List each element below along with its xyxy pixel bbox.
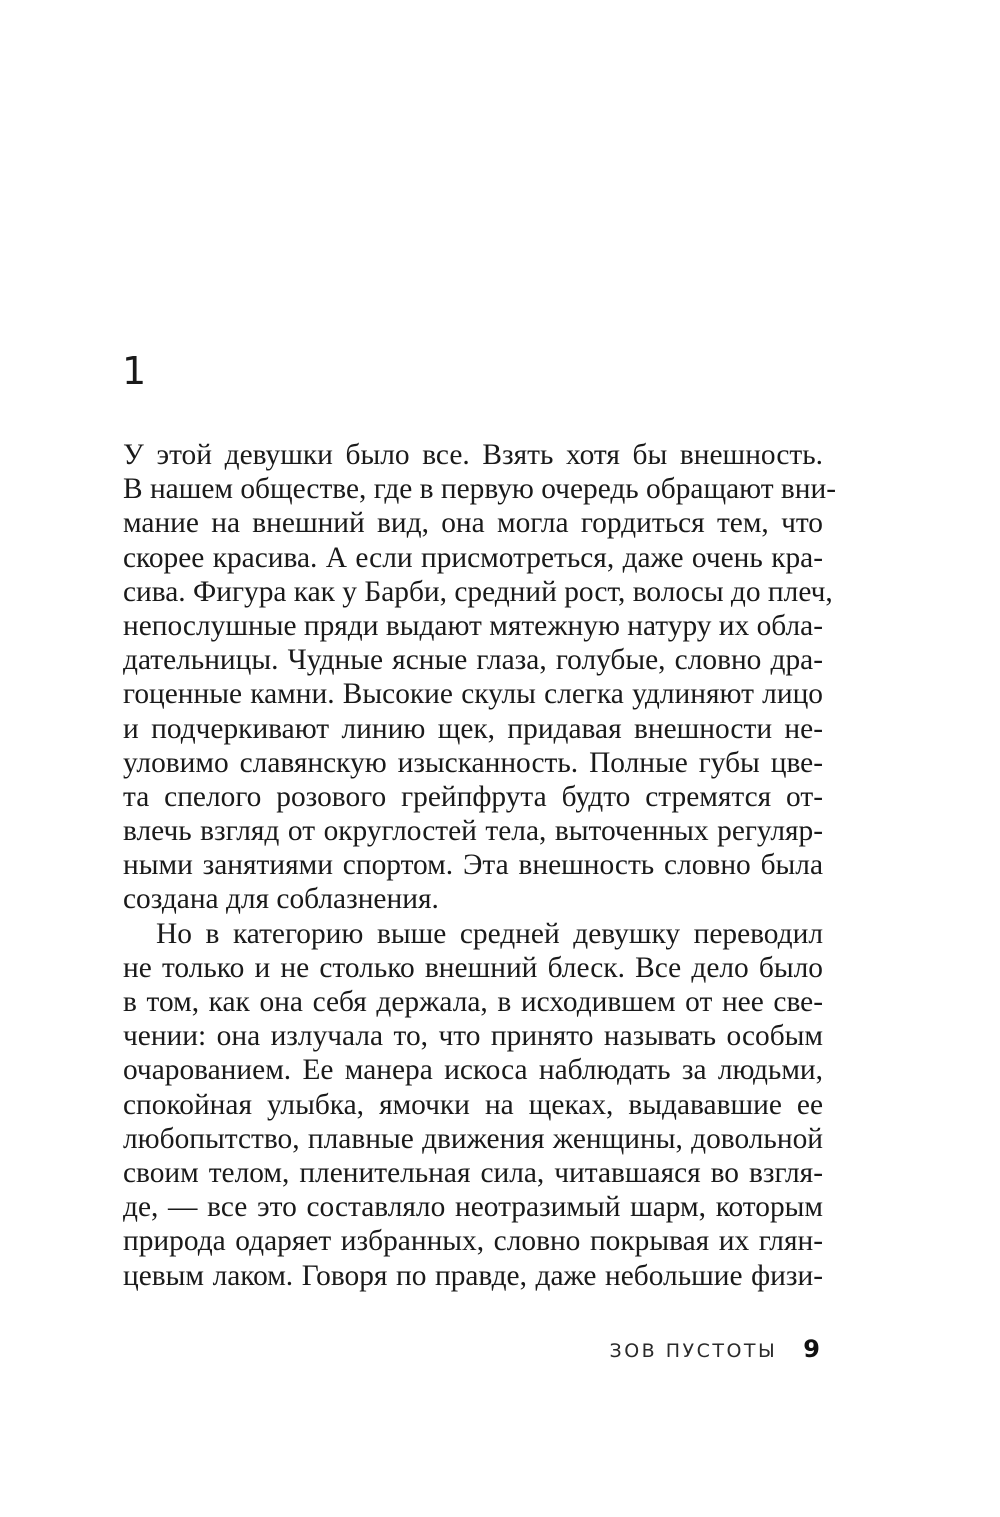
running-title: ЗОВ ПУСТОТЫ <box>609 1340 778 1362</box>
text-line: цевым лаком. Говоря по правде, даже небольшие физи- <box>123 1259 823 1292</box>
body-text <box>123 438 837 1293</box>
text-line: ными занятиями спортом. Эта внешность словно была <box>123 849 823 882</box>
text-line: Но в категорию выше средней девушку переводил <box>156 917 823 950</box>
text-line: де, — все это составляло неотразимый шарм, которым <box>123 1191 823 1224</box>
text-line: та спелого розового грейпфрута будто стремятся от- <box>123 780 823 813</box>
page-number: 9 <box>803 1335 820 1363</box>
text-line: природа одаряет избранных, словно покрывая их глян- <box>123 1225 823 1258</box>
text-line: сива. Фигура как у Барби, средний рост, волосы до плеч, <box>123 575 833 608</box>
page-footer <box>610 1335 820 1363</box>
paragraph <box>123 438 837 917</box>
text-line: дательницы. Чудные ясные глаза, голубые, словно дра- <box>123 644 823 677</box>
text-line: непослушные пряди выдают мятежную натуру их обла- <box>123 609 823 642</box>
text-line: не только и не столько внешний блеск. Все дело было <box>123 951 823 984</box>
text-line: уловимо славянскую изысканность. Полные губы цве- <box>123 746 823 779</box>
text-line: своим телом, пленительная сила, читавшаяся во взгля- <box>123 1156 823 1189</box>
text-line: гоценные камни. Высокие скулы слегка удлиняют лицо <box>123 678 823 711</box>
text-line: очарованием. Ее манера искоса наблюдать за людьми, <box>123 1054 823 1087</box>
text-line: в том, как она себя держала, в исходившем от нее све- <box>123 986 823 1018</box>
text-line: чении: она излучала то, что принято называть особым <box>123 1020 823 1053</box>
text-line: любопытство, плавные движения женщины, довольной <box>123 1122 823 1155</box>
text-line: влечь взгляд от округлостей тела, выточенных регуляр- <box>123 815 823 848</box>
text-line: В нашем обществе, где в первую очередь обращают вни- <box>123 473 837 506</box>
text-line: создана для соблазнения. <box>123 883 439 916</box>
text-line: скорее красива. А если присмотреться, даже очень кра- <box>123 541 823 574</box>
chapter-number: 1 <box>122 349 147 393</box>
text-line: мание на внешний вид, она могла гордиться тем, что <box>123 507 823 540</box>
text-line: У этой девушки было все. Взять хотя бы внешность. <box>123 439 823 471</box>
text-line: спокойная улыбка, ямочки на щеках, выдававшие ее <box>123 1088 823 1121</box>
paragraph <box>123 917 823 1293</box>
text-line: и подчеркивают линию щек, придавая внешности не- <box>123 712 823 745</box>
